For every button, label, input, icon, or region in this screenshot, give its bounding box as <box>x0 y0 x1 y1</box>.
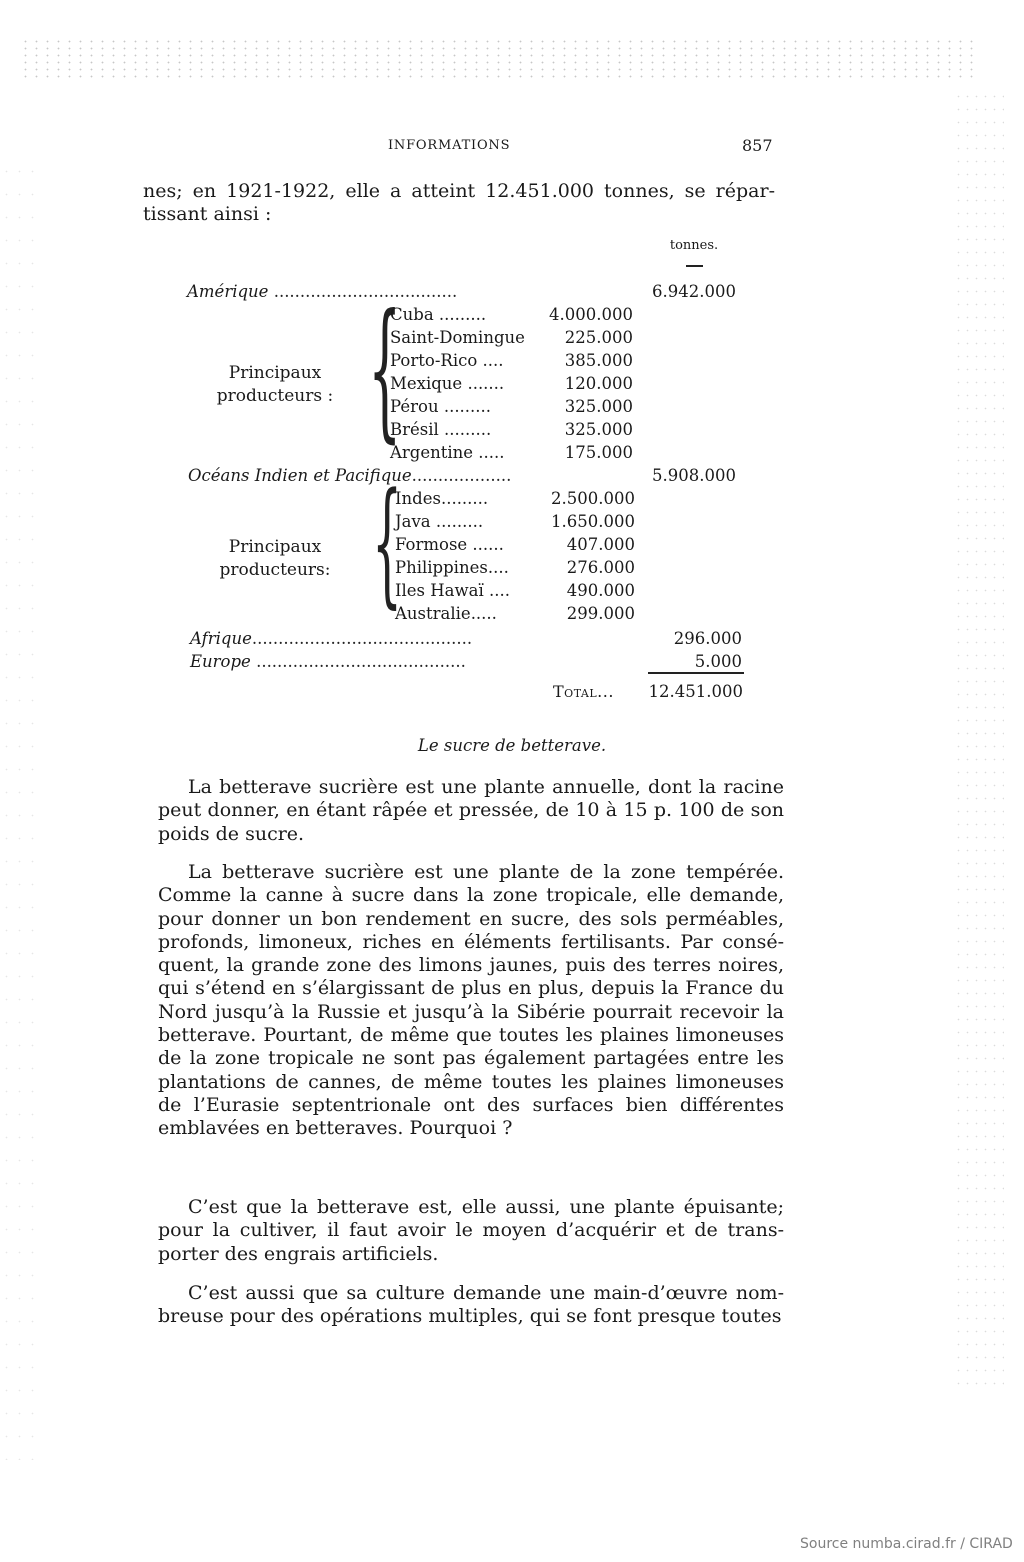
grand-total: 12.451.000 <box>648 682 743 701</box>
total-label: Total... <box>553 682 614 701</box>
group-label <box>205 536 345 582</box>
leader-dots: ........................................ <box>250 652 466 671</box>
sum-rule <box>648 672 744 674</box>
unit-dash <box>686 265 703 267</box>
region-row-amerique <box>187 282 457 301</box>
producer-name: Mexique ....... <box>390 374 505 393</box>
region-total: 5.000 <box>694 652 742 671</box>
producer-value: 325.000 <box>564 420 633 439</box>
producer-name: Pérou ......... <box>390 397 492 416</box>
producer-name: Formose ...... <box>395 535 504 554</box>
source-watermark: Source numba.cirad.fr / CIRAD <box>800 1536 1013 1552</box>
brace-icon: { <box>368 283 402 457</box>
producer-name: Indes......... <box>395 489 489 508</box>
region-total: 296.000 <box>673 629 742 648</box>
section-title: Le sucre de betterave. <box>417 736 607 755</box>
unit-label: tonnes. <box>669 238 719 253</box>
group-label-line1: Principaux <box>228 537 322 557</box>
leader-dots: ................... <box>411 466 512 485</box>
producer-name: Philippines.... <box>395 558 509 577</box>
group-label <box>205 362 345 408</box>
producer-name: Cuba ......... <box>390 305 487 324</box>
producer-value: 2.500.000 <box>551 489 635 508</box>
producer-value: 225.000 <box>564 328 633 347</box>
producer-name: Saint-Domingue <box>390 328 525 347</box>
body-paragraph: La betterave sucrière est une plante annuelle, dont la racine peut donner, en étant râpée et pressée, de 10 à 15 p. 100 de son poids de sucre. <box>158 776 784 845</box>
producer-value: 490.000 <box>566 581 635 600</box>
intro-paragraph: nes; en 1921-1922, elle a atteint 12.451.000 tonnes, se répar-tissant ainsi : <box>143 180 775 226</box>
region-name: Afrique <box>190 629 252 648</box>
producer-value: 385.000 <box>564 351 633 370</box>
group-label-line2: producteurs : <box>216 386 334 406</box>
group-label-line1: Principaux <box>228 363 322 383</box>
region-name: Océans Indien et Pacifique <box>188 466 412 485</box>
producer-name: Brésil ......... <box>390 420 492 439</box>
brace-icon: { <box>372 464 403 621</box>
body-paragraph: La betterave sucrière est une plante de la zone tempérée. Comme la canne à sucre dans la zone tropicale, elle demande, pour donner un bon rendement en sucre, des sols perméables, profonds, limoneux, riches en éléments fertilisants. Par consé-quent, la grande zone des limons jaunes, puis des terres noires, qui s’étend en s’élargissant de plus en plus, depuis la France du Nord jusqu’à la Russie et jusqu’à la Sibérie pourrait recevoir la betterave. Pourtant, de même que toutes les plaines limoneuses de la zone tropicale ne sont pas également partagées entre les plantations de cannes, de même toutes les plaines limoneuses de l’Eurasie septentrionale ont des surfaces bien différentes emblavées en betteraves. Pourquoi ? <box>158 861 784 1140</box>
running-head <box>0 136 1024 156</box>
producer-value: 407.000 <box>566 535 635 554</box>
producer-value: 299.000 <box>566 604 635 623</box>
group-label-line2: producteurs: <box>219 560 331 580</box>
body-paragraph: C’est aussi que sa culture demande une main-d’œuvre nom-breuse pour des opérations multiples, qui se font presque toutes <box>158 1282 784 1328</box>
producer-name: Iles Hawaï .... <box>395 581 510 600</box>
producer-name: Java ......... <box>395 512 484 531</box>
producer-value: 276.000 <box>566 558 635 577</box>
scan-noise-top <box>20 38 980 78</box>
region-total: 5.908.000 <box>652 466 736 485</box>
region-row-afrique <box>190 629 472 648</box>
region-row-europe <box>190 652 466 671</box>
producer-value: 120.000 <box>564 374 633 393</box>
scan-noise-left <box>0 160 40 1460</box>
region-name: Europe <box>190 652 251 671</box>
leader-dots: ................................... <box>268 282 458 301</box>
region-row-oceans <box>188 466 511 485</box>
producer-value: 325.000 <box>564 397 633 416</box>
region-name: Amérique <box>187 282 269 301</box>
producer-value: 4.000.000 <box>549 305 633 324</box>
producer-name: Australie..... <box>395 604 497 623</box>
producer-name: Argentine ..... <box>390 443 505 462</box>
region-total: 6.942.000 <box>652 282 736 301</box>
producer-value: 1.650.000 <box>551 512 635 531</box>
producer-name: Porto-Rico .... <box>390 351 504 370</box>
producer-value: 175.000 <box>564 443 633 462</box>
running-title: INFORMATIONS <box>388 138 511 153</box>
leader-dots: .......................................... <box>251 629 473 648</box>
page-number: 857 <box>742 136 773 155</box>
body-paragraph: C’est que la betterave est, elle aussi, une plante épuisante; pour la cultiver, il faut avoir le moyen d’acquérir et de trans-porter des engrais artificiels. <box>158 1196 784 1265</box>
